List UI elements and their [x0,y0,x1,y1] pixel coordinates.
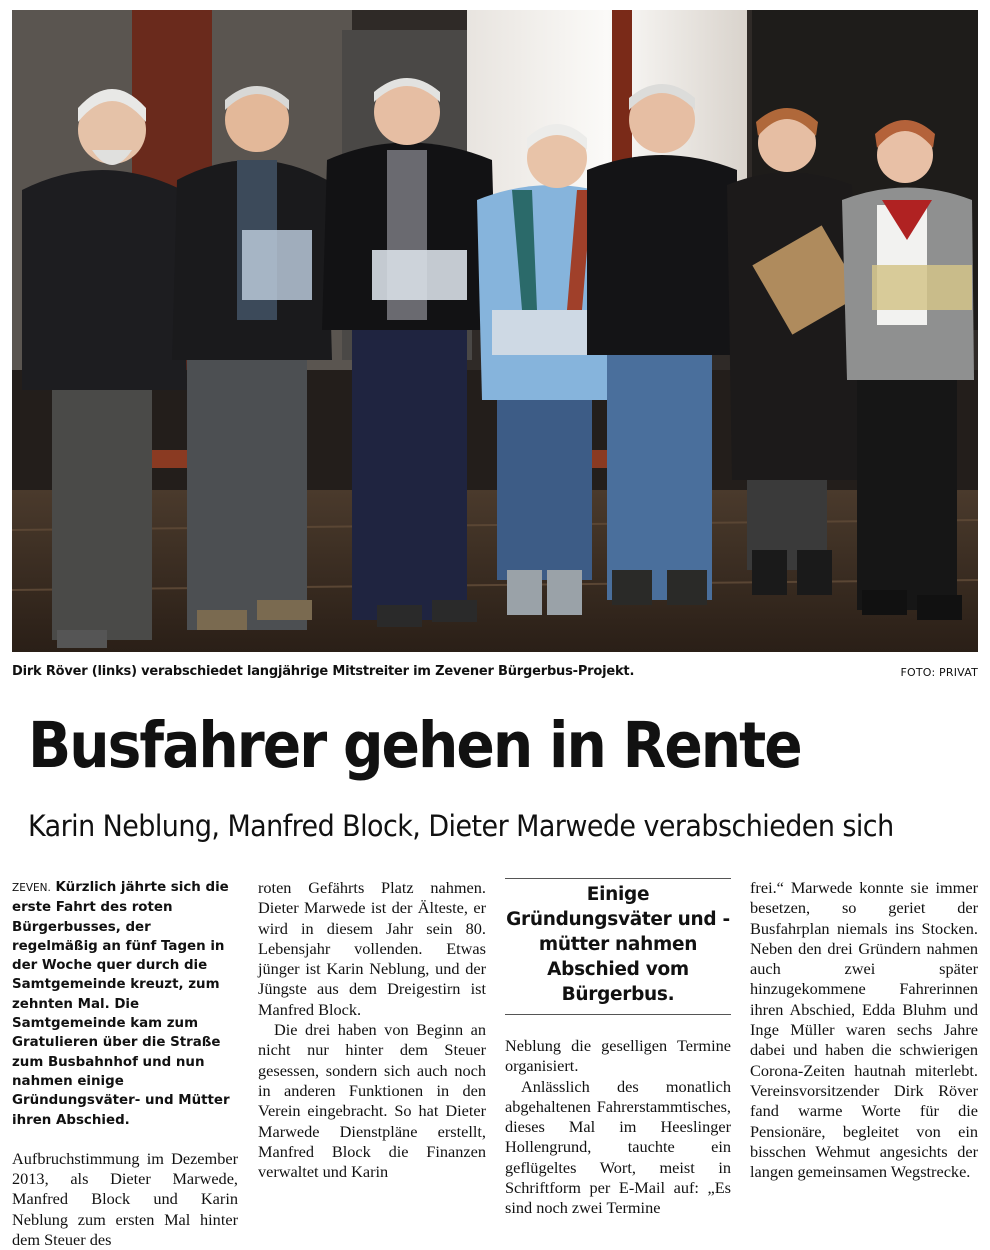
pull-quote [505,878,731,1015]
photo-caption [12,664,978,684]
group-photo-illustration [12,10,978,652]
article-column-4 [750,878,978,1182]
body-paragraph: Anlässlich des monatlich abgehaltenen Fahrerstammtisches, dieses Mal im Heeslinger Hollengrund, tauchte ein geflügeltes Wort, meist in Schriftform per E-Mail auf: „Es sind noch zwei Termine [505,1076,731,1218]
pull-quote-text: Einige Gründungsväter und -mütter nahmen Abschied vom Bürgerbus. [506,884,730,1005]
group-photo [12,10,978,652]
subheadline: Karin Neblung, Manfred Block, Dieter Marwede verabschieden sich [28,809,894,843]
body-paragraph: Die drei haben von Beginn an nicht nur hinter dem Steuer gesessen, sondern sich auch noch in anderen Funktionen in den Verein eingebracht. So hat Dieter Marwede Dienstpläne erstellt, Manfred Block die Finanzen verwaltet und Karin [258,1020,486,1182]
body-paragraph: Aufbruchstimmung im Dezember 2013, als Dieter Marwede, Manfred Block und Karin Neblung zum ersten Mal hinter dem Steuer des [12,1148,238,1250]
headline: Busfahrer gehen in Rente [28,709,801,782]
article-column-3 [505,1036,731,1219]
body-paragraph: roten Gefährts Platz nahmen. Dieter Marwede ist der Älteste, er wird in diesem Jahr sein 80. Lebensjahr vollenden. Etwas jünger ist Karin Neblung, und der Jüngste aus dem Dreigestirn ist Manfred Block. [258,878,486,1019]
body-paragraph: Neblung die geselligen Termine organisiert. [505,1036,731,1076]
lead-text: Kürzlich jährte sich die erste Fahrt des roten Bürgerbusses, der regelmäßig an fünf Tagen in der Woche quer durch die Samtgemeinde kreuzt, zum zehnten Mal. Die Samtgemeinde kam zum Gratulieren über die Straße zum Busbahnhof und nun nahmen einige Gründungsväter- und Mütter ihren Abschied. [12,880,230,1128]
person-figure [842,120,974,620]
caption-text: Dirk Röver (links) verabschiedet langjährige Mitstreiter im Zevener Bürgerbus-Projekt. [12,664,635,679]
body-paragraph: frei.“ Marwede konnte sie immer besetzen, so geriet der Busfahrplan niemals ins Stocken. Neben den drei Gründern nahmen auch zwei später hinzugekommene Fahrerinnen ihren Abschied, Edda Bluhm und Inge Müller waren sechs Jahre dabei und haben die schwierigen Corona-Zeiten hautnah miterlebt. Vereinsvorsitzender Dirk Röver fand warme Worte für die Pensionäre, begleitet von ein bisschen Wehmut angesichts der langen gemeinsamen Wegstrecke. [750,878,978,1182]
dateline: ZEVEN. [12,882,51,894]
article-column-2 [258,878,486,1182]
article-column-1 [12,878,238,1250]
lead-paragraph [12,878,238,1130]
photo-credit: FOTO: PRIVAT [900,666,978,679]
